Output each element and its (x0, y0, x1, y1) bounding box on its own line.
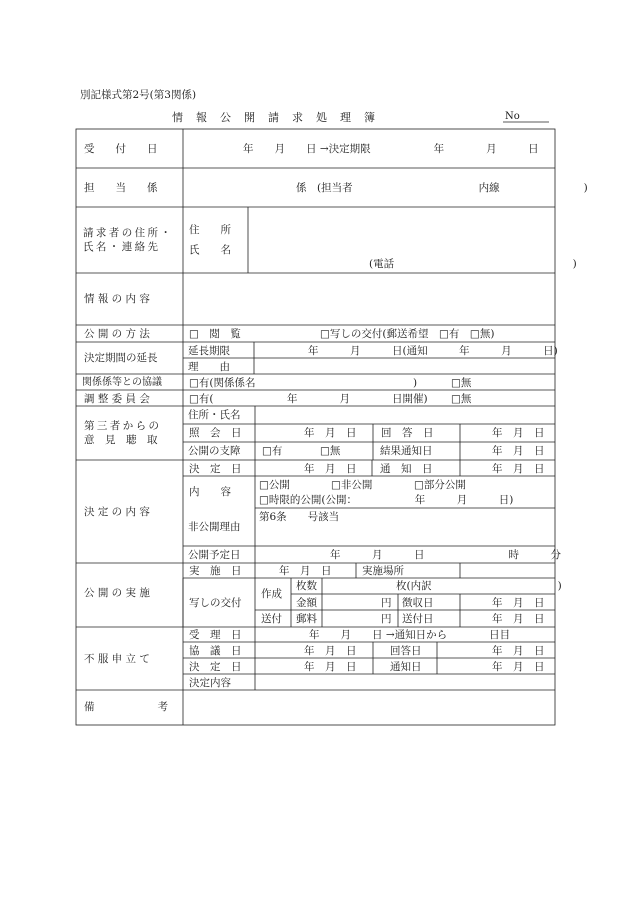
appeal-label: 不 服 申 立 て (84, 653, 150, 665)
amount-label: 金額 (296, 597, 317, 609)
temporal-disclosure-checkbox[interactable]: □時限的公開(公開： 年 月 日) (259, 494, 514, 506)
remarks-label: 備 考 (84, 701, 168, 713)
phone-field[interactable]: (電話 ) (369, 258, 577, 270)
scheduled-date-value[interactable]: 年 月 日 時 分 (330, 549, 561, 561)
committee-yes[interactable]: □有( 年 月 日開催) (189, 393, 428, 405)
nondisclosure-reason-label: 非公開理由 (188, 521, 241, 533)
inquiry-date-value[interactable]: 年 月 日 (304, 427, 357, 439)
reply-date-value[interactable]: 年 月 日 (492, 427, 545, 439)
receipt-date-label: 受 付 日 (84, 143, 158, 155)
decided-date-label: 決 定 日 (189, 661, 242, 673)
consult-date-value[interactable]: 年 月 日 (304, 645, 357, 657)
appeal-reply-date-value[interactable]: 年 月 日 (492, 645, 545, 657)
nondisclosure-checkbox[interactable]: □非公開 (331, 479, 373, 491)
postage-label: 郵料 (296, 613, 317, 625)
staff-label: 担 当 係 (84, 182, 158, 194)
decided-date-value[interactable]: 年 月 日 (304, 661, 357, 673)
appeal-notice-date-value[interactable]: 年 月 日 (492, 661, 545, 673)
received-date-label: 受 理 日 (189, 629, 242, 641)
consult-date-label: 協 議 日 (189, 645, 242, 657)
extension-period-label: 延長期限 (188, 345, 230, 357)
sheets-value[interactable]: 枚(内訳 ) (396, 580, 562, 592)
implementation-place-label: 実施場所 (362, 565, 404, 577)
received-date-value[interactable]: 年 月 日 →通知日から 日目 (309, 629, 511, 641)
partial-disclosure-checkbox[interactable]: □部分公開 (414, 479, 466, 491)
amount-unit: 円 (381, 597, 392, 609)
implementation-label: 公 開 の 実 施 (84, 587, 150, 599)
article-field[interactable]: 第6条 号該当 (259, 511, 340, 523)
copy-delivery-label: 写しの交付 (189, 597, 242, 609)
consultation-label: 関係係等との協議 (82, 377, 162, 388)
decision-label: 決 定 の 内 容 (84, 506, 150, 518)
result-notice-label: 結果通知日 (380, 445, 433, 457)
notice-date-label: 通 知 日 (380, 463, 433, 475)
address-label: 住 所 (189, 224, 231, 236)
collect-date-value[interactable]: 年 月 日 (492, 597, 545, 609)
implementation-date-value[interactable]: 年 月 日 (279, 565, 332, 577)
result-notice-value[interactable]: 年 月 日 (492, 445, 545, 457)
sheets-label: 枚数 (296, 580, 317, 592)
inquiry-date-label: 照 会 日 (189, 427, 242, 439)
page-title: 情 報 公 開 請 求 処 理 簿 (172, 111, 376, 124)
third-party-address-label: 住所・氏名 (188, 409, 241, 421)
appeal-reply-date-label: 回答日 (390, 645, 422, 657)
appeal-content-label: 決定内容 (189, 677, 231, 689)
collect-date-label: 徴収日 (402, 597, 434, 609)
objection-yes[interactable]: □有 (262, 445, 283, 457)
requester-label-line1: 請求者の住所・ (83, 227, 174, 239)
extension-reason-label: 理 由 (188, 361, 230, 373)
scheduled-date-label: 公開予定日 (188, 549, 241, 561)
staff-value[interactable]: 係 (担当者 内線 ) (296, 182, 588, 194)
form-number: 別記様式第2号(第3関係) (80, 89, 197, 101)
info-content-label: 情 報 の 内 容 (84, 293, 150, 305)
consultation-yes[interactable]: □有(関係係名 ) (189, 377, 418, 389)
extension-label: 決定期間の延長 (84, 352, 158, 364)
committee-no[interactable]: □無 (451, 393, 472, 405)
extension-period-value[interactable]: 年 月 日(通知 年 月 日) (308, 345, 558, 357)
decision-date-label: 決 定 日 (189, 463, 242, 475)
appeal-notice-date-label: 通知日 (390, 661, 422, 673)
send-date-label: 送付日 (402, 613, 434, 625)
send-date-value[interactable]: 年 月 日 (492, 613, 545, 625)
make-label: 作成 (261, 588, 282, 600)
no-label: No (505, 111, 520, 122)
full-disclosure-checkbox[interactable]: □公開 (259, 479, 290, 491)
objection-label: 公開の支障 (188, 445, 241, 457)
notice-date-value[interactable]: 年 月 日 (492, 463, 545, 475)
objection-no[interactable]: □無 (320, 445, 341, 457)
third-party-label-line1: 第三者からの (84, 420, 162, 432)
disclosure-method-label: 公 開 の 方 法 (84, 328, 150, 340)
reply-date-label: 回 答 日 (381, 427, 434, 439)
requester-label-line2: 氏名・連絡先 (83, 241, 161, 253)
decision-content-label: 内 容 (189, 486, 231, 498)
view-checkbox[interactable]: □ 閲 覧 (189, 328, 241, 340)
implementation-date-label: 実 施 日 (189, 565, 242, 577)
third-party-label-line2: 意 見 聴 取 (84, 434, 158, 446)
postage-unit: 円 (381, 613, 392, 625)
consultation-no[interactable]: □無 (451, 377, 472, 389)
copy-checkbox[interactable]: □写しの交付(郵送希望 □有 □無) (320, 328, 495, 340)
send-label: 送付 (261, 613, 282, 625)
name-label: 氏 名 (189, 244, 231, 256)
committee-label: 調 整 委 員 会 (84, 393, 150, 405)
receipt-date-value[interactable]: 年 月 日 →決定期限 年 月 日 (243, 143, 539, 155)
decision-date-value[interactable]: 年 月 日 (304, 463, 357, 475)
